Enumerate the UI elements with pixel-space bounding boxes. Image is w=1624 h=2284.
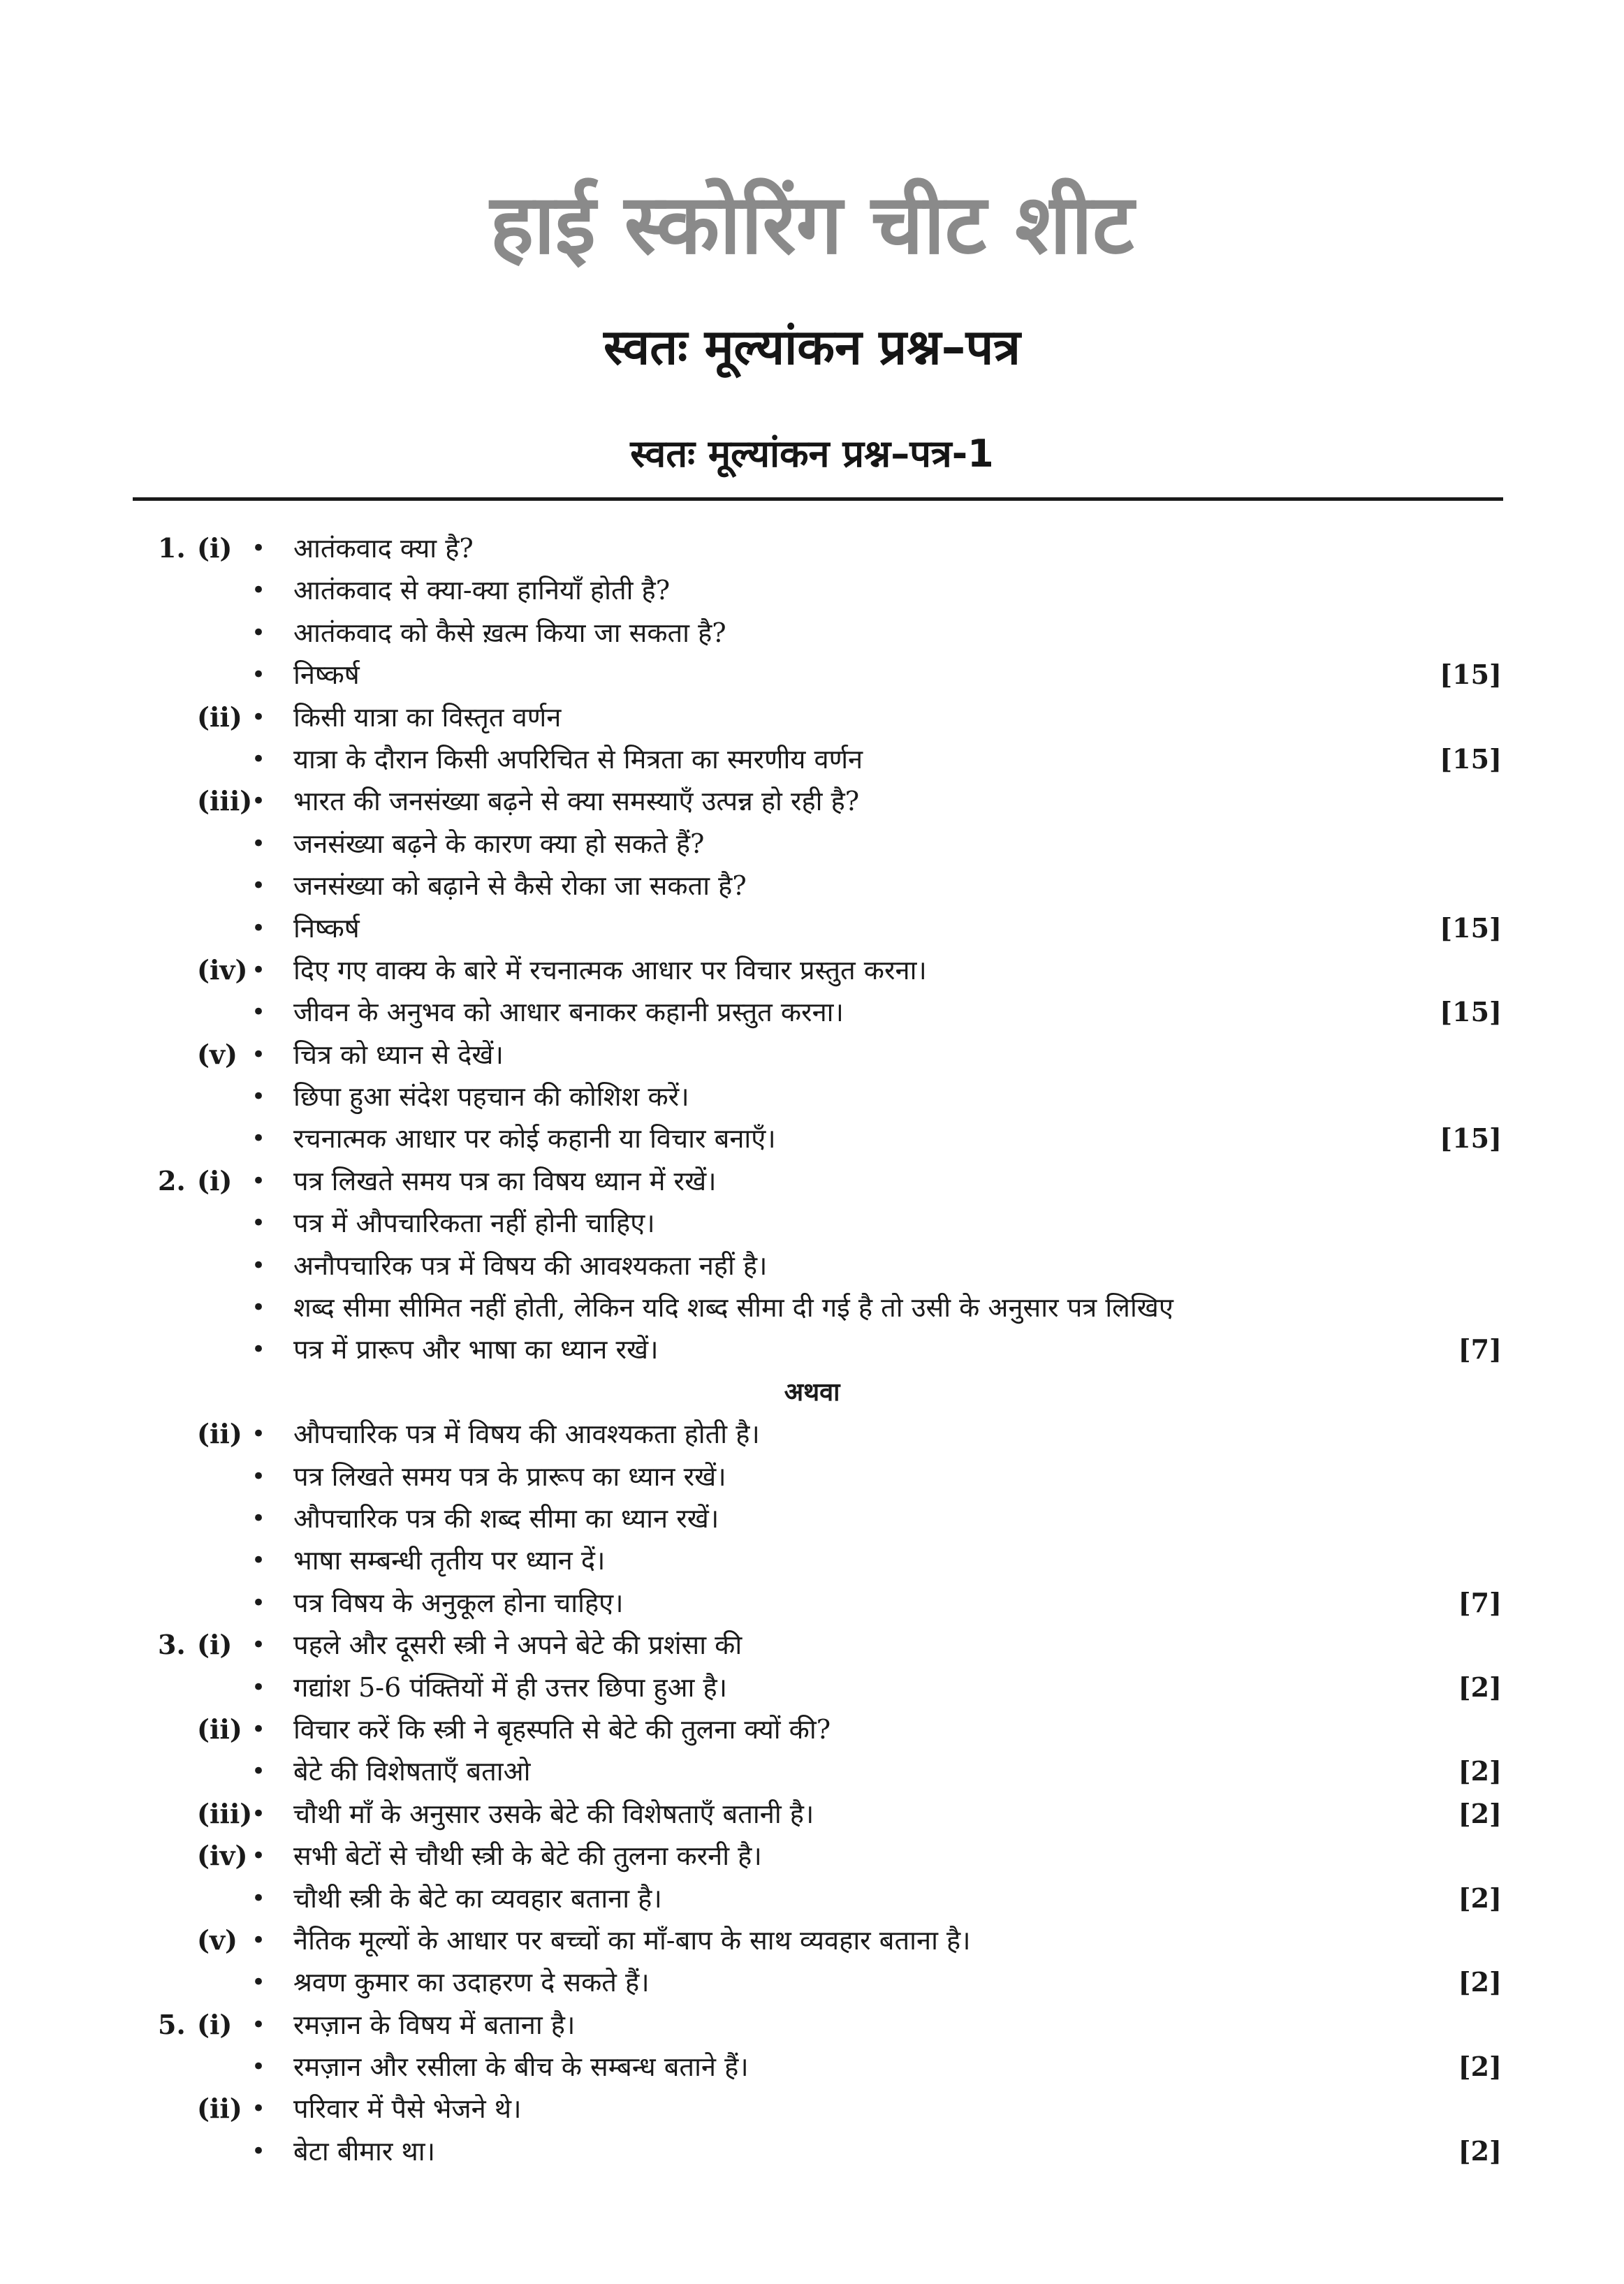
bullet-icon: • bbox=[251, 1799, 266, 1828]
list-item bbox=[0, 2088, 1624, 2130]
bullet-icon: • bbox=[251, 1251, 266, 1280]
subpart-label: (i) bbox=[197, 2008, 233, 2040]
list-item bbox=[0, 1919, 1624, 1961]
point-text: गद्यांश 5-6 पंक्तियों में ही उत्तर छिपा हुआ है। bbox=[293, 1671, 728, 1703]
bullet-icon: • bbox=[251, 1588, 266, 1617]
bullet-icon: • bbox=[251, 1125, 266, 1153]
point-text: चौथी स्त्री के बेटे का व्यवहार बताना है। bbox=[293, 1882, 662, 1914]
bullet-icon: • bbox=[251, 1462, 266, 1491]
point-text: बेटा बीमार था। bbox=[293, 2135, 436, 2167]
point-text: निष्कर्ष bbox=[293, 912, 360, 944]
list-item bbox=[0, 1793, 1624, 1835]
bullet-icon: • bbox=[251, 703, 266, 731]
subpart-label: (ii) bbox=[197, 1713, 242, 1745]
marks-label: [15] bbox=[1440, 912, 1502, 944]
list-item bbox=[0, 2046, 1624, 2088]
point-text: चित्र को ध्यान से देखें। bbox=[293, 1039, 504, 1070]
list-item bbox=[0, 1961, 1624, 2003]
point-text: पत्र विषय के अनुकूल होना चाहिए। bbox=[293, 1587, 624, 1618]
subpart-label: (i) bbox=[197, 1164, 233, 1196]
bullet-icon: • bbox=[251, 2010, 266, 2039]
point-text: जनसंख्या को बढ़ाने से कैसे रोका जा सकता है? bbox=[293, 870, 747, 902]
subpart-label: (ii) bbox=[197, 2093, 242, 2125]
list-item bbox=[0, 1456, 1624, 1498]
bullet-icon: • bbox=[251, 2137, 266, 2165]
list-item bbox=[0, 780, 1624, 822]
bullet-icon: • bbox=[251, 661, 266, 689]
subpart-label: (iv) bbox=[197, 1840, 248, 1872]
marks-label: [2] bbox=[1458, 1966, 1502, 1998]
point-text: किसी यात्रा का विस्तृत वर्णन bbox=[293, 701, 562, 733]
bullet-icon: • bbox=[251, 872, 266, 900]
subpart-label: (iii) bbox=[197, 785, 253, 817]
point-text: यात्रा के दौरान किसी अपरिचित से मित्रता का स्मरणीय वर्णन bbox=[293, 743, 863, 775]
point-text: भाषा सम्बन्धी तृतीय पर ध्यान दें। bbox=[293, 1545, 606, 1576]
bullet-icon: • bbox=[251, 1420, 266, 1449]
bullet-icon: • bbox=[251, 1504, 266, 1532]
question-number: 5. bbox=[158, 2008, 186, 2040]
bullet-icon: • bbox=[251, 1294, 266, 1322]
bullet-icon: • bbox=[251, 787, 266, 816]
list-item bbox=[0, 907, 1624, 949]
list-item bbox=[0, 1287, 1624, 1328]
list-item bbox=[0, 1034, 1624, 1076]
list-item bbox=[0, 823, 1624, 865]
marks-label: [15] bbox=[1440, 1122, 1502, 1155]
point-text: आतंकवाद क्या है? bbox=[293, 533, 474, 564]
bullet-icon: • bbox=[251, 534, 266, 562]
point-text: आतंकवाद से क्या-क्या हानियाँ होती है? bbox=[293, 575, 671, 606]
question-number: 2. bbox=[158, 1164, 186, 1196]
list-item bbox=[0, 1624, 1624, 1666]
point-text: औपचारिक पत्र में विषय की आवश्यकता होती है। bbox=[293, 1419, 760, 1450]
list-item bbox=[0, 1245, 1624, 1287]
point-text: सभी बेटों से चौथी स्त्री के बेटे की तुलना करनी है। bbox=[293, 1840, 762, 1872]
point-text: बेटे की विशेषताएँ बताओ bbox=[293, 1756, 531, 1787]
bullet-icon: • bbox=[251, 2095, 266, 2123]
point-text: निष्कर्ष bbox=[293, 659, 360, 691]
list-item bbox=[0, 1076, 1624, 1118]
point-text: रचनात्मक आधार पर कोई कहानी या विचार बनाएँ। bbox=[293, 1123, 776, 1155]
list-item bbox=[0, 1667, 1624, 1708]
point-text: दिए गए वाक्य के बारे में रचनात्मक आधार पर विचार प्रस्तुत करना। bbox=[293, 954, 927, 986]
point-text: परिवार में पैसे भेजने थे। bbox=[293, 2093, 522, 2125]
list-item bbox=[0, 1708, 1624, 1750]
list-item bbox=[0, 1160, 1624, 1202]
marks-label: [2] bbox=[1458, 1671, 1502, 1703]
separator-label: अथवा bbox=[784, 1377, 840, 1407]
list-item bbox=[0, 1328, 1624, 1370]
subpart-label: (iv) bbox=[197, 953, 248, 986]
list-item bbox=[0, 865, 1624, 907]
subpart-label: (iii) bbox=[197, 1797, 253, 1829]
bullet-icon: • bbox=[251, 914, 266, 942]
answer-key-list bbox=[0, 527, 1624, 2172]
bullet-icon: • bbox=[251, 998, 266, 1027]
point-text: छिपा हुआ संदेश पहचान की कोशिश करें। bbox=[293, 1081, 689, 1113]
bullet-icon: • bbox=[251, 1715, 266, 1743]
point-text: पत्र लिखते समय पत्र के प्रारूप का ध्यान रखें। bbox=[293, 1461, 726, 1492]
list-item bbox=[0, 1835, 1624, 1877]
list-item bbox=[0, 738, 1624, 780]
list-item bbox=[0, 1582, 1624, 1624]
list-item bbox=[0, 1118, 1624, 1159]
list-item bbox=[0, 1371, 1624, 1413]
sub-title: स्वतः मूल्यांकन प्रश्न–पत्र bbox=[603, 319, 1021, 376]
bullet-icon: • bbox=[251, 1166, 266, 1195]
question-number: 1. bbox=[158, 532, 186, 564]
subpart-label: (ii) bbox=[197, 1418, 242, 1450]
title-divider bbox=[133, 497, 1503, 501]
marks-label: [7] bbox=[1458, 1586, 1502, 1618]
marks-label: [15] bbox=[1440, 659, 1502, 691]
marks-label: [2] bbox=[1458, 2051, 1502, 2083]
main-title: हाई स्कोरिंग चीट शीट bbox=[490, 176, 1134, 272]
point-text: अनौपचारिक पत्र में विषय की आवश्यकता नहीं है। bbox=[293, 1250, 768, 1281]
point-text: पत्र में औपचारिकता नहीं होनी चाहिए। bbox=[293, 1208, 655, 1239]
point-text: जीवन के अनुभव को आधार बनाकर कहानी प्रस्तुत करना। bbox=[293, 997, 844, 1028]
point-text: औपचारिक पत्र की शब्द सीमा का ध्यान रखें। bbox=[293, 1502, 719, 1534]
list-item bbox=[0, 991, 1624, 1033]
point-text: भारत की जनसंख्या बढ़ने से क्या समस्याएँ उत्पन्न हो रही है? bbox=[293, 786, 860, 817]
point-text: रमज़ान के विषय में बताना है। bbox=[293, 2009, 576, 2040]
point-text: विचार करें कि स्त्री ने बृहस्पति से बेटे की तुलना क्यों की? bbox=[293, 1713, 831, 1745]
list-item bbox=[0, 1877, 1624, 1919]
list-item bbox=[0, 569, 1624, 611]
bullet-icon: • bbox=[251, 1083, 266, 1111]
point-text: जनसंख्या बढ़ने के कारण क्या हो सकते हैं? bbox=[293, 828, 705, 859]
bullet-icon: • bbox=[251, 1926, 266, 1954]
list-item bbox=[0, 1539, 1624, 1581]
bullet-icon: • bbox=[251, 2053, 266, 2081]
bullet-icon: • bbox=[251, 829, 266, 858]
marks-label: [15] bbox=[1440, 996, 1502, 1028]
point-text: श्रवण कुमार का उदाहरण दे सकते हैं। bbox=[293, 1967, 650, 1998]
marks-label: [15] bbox=[1440, 742, 1502, 775]
marks-label: [2] bbox=[1458, 1797, 1502, 1829]
marks-label: [2] bbox=[1458, 1755, 1502, 1787]
bullet-icon: • bbox=[251, 1040, 266, 1069]
point-text: पहले और दूसरी स्त्री ने अपने बेटे की प्रशंसा की bbox=[293, 1630, 742, 1661]
bullet-icon: • bbox=[251, 1757, 266, 1786]
list-item bbox=[0, 1750, 1624, 1792]
list-item bbox=[0, 1498, 1624, 1539]
list-item bbox=[0, 612, 1624, 654]
bullet-icon: • bbox=[251, 1631, 266, 1660]
bullet-icon: • bbox=[251, 1842, 266, 1871]
bullet-icon: • bbox=[251, 956, 266, 984]
list-item bbox=[0, 654, 1624, 696]
question-number: 3. bbox=[158, 1629, 186, 1661]
bullet-icon: • bbox=[251, 1335, 266, 1364]
point-text: नैतिक मूल्यों के आधार पर बच्चों का माँ-बाप के साथ व्यवहार बताना है। bbox=[293, 1924, 971, 1956]
bullet-icon: • bbox=[251, 1968, 266, 1997]
bullet-icon: • bbox=[251, 1884, 266, 1912]
list-item bbox=[0, 527, 1624, 569]
subpart-label: (v) bbox=[197, 1038, 238, 1070]
paper-title: स्वतः मूल्यांकन प्रश्न–पत्र-1 bbox=[630, 432, 994, 476]
list-item bbox=[0, 1202, 1624, 1244]
subpart-label: (ii) bbox=[197, 701, 242, 733]
point-text: पत्र लिखते समय पत्र का विषय ध्यान में रखें। bbox=[293, 1165, 717, 1196]
bullet-icon: • bbox=[251, 1673, 266, 1701]
list-item bbox=[0, 2130, 1624, 2172]
point-text: पत्र में प्रारूप और भाषा का ध्यान रखें। bbox=[293, 1334, 659, 1366]
bullet-icon: • bbox=[251, 618, 266, 647]
bullet-icon: • bbox=[251, 576, 266, 605]
list-item bbox=[0, 696, 1624, 738]
point-text: आतंकवाद को कैसे ख़त्म किया जा सकता है? bbox=[293, 617, 726, 648]
point-text: रमज़ान और रसीला के बीच के सम्बन्ध बताने हैं। bbox=[293, 2051, 749, 2083]
point-text: चौथी माँ के अनुसार उसके बेटे की विशेषताएँ बतानी है। bbox=[293, 1798, 814, 1829]
subpart-label: (i) bbox=[197, 532, 233, 564]
list-item bbox=[0, 2004, 1624, 2046]
marks-label: [7] bbox=[1458, 1333, 1502, 1366]
subpart-label: (v) bbox=[197, 1924, 238, 1956]
subpart-label: (i) bbox=[197, 1629, 233, 1661]
marks-label: [2] bbox=[1458, 2135, 1502, 2167]
list-item bbox=[0, 1413, 1624, 1455]
bullet-icon: • bbox=[251, 1209, 266, 1238]
point-text: शब्द सीमा सीमित नहीं होती, लेकिन यदि शब्द सीमा दी गई है तो उसी के अनुसार पत्र लिखिए bbox=[293, 1292, 1173, 1324]
list-item bbox=[0, 949, 1624, 991]
bullet-icon: • bbox=[251, 745, 266, 773]
bullet-icon: • bbox=[251, 1546, 266, 1575]
marks-label: [2] bbox=[1458, 1882, 1502, 1914]
